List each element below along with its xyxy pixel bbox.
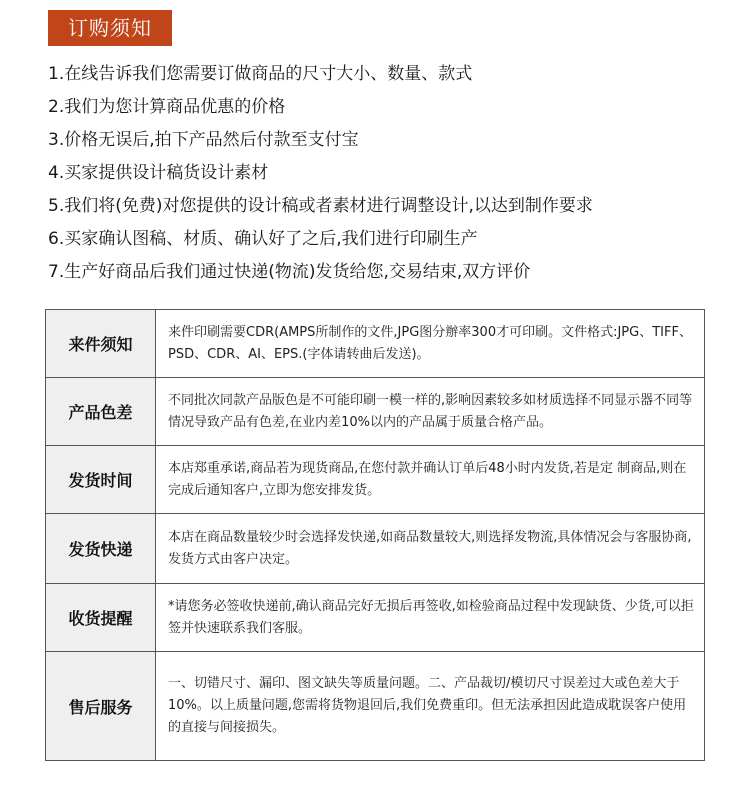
table-row-receipt-reminder [46,584,705,652]
row-label-after-sales: 售后服务 [46,652,156,761]
row-label-shipping-courier: 发货快递 [46,514,156,584]
table-row-color-difference [46,378,705,446]
order-step-6: 6.买家确认图稿、材质、确认好了之后,我们进行印刷生产 [48,229,478,249]
row-content-color-difference: 不同批次同款产品版色是不可能印刷一模一样的,影响因素较多如材质选择不同显示器不同等情况导致产品有色差,在业内差10%以内的产品属于质量合格产品。 [156,378,705,446]
order-steps-list [48,58,728,289]
order-step-7: 7.生产好商品后我们通过快递(物流)发货给您,交易结束,双方评价 [48,262,531,282]
row-content-receipt-reminder: *请您务必签收快递前,确认商品完好无损后再签收,如检验商品过程中发现缺货、少货,可以拒签并快速联系我们客服。 [156,584,705,652]
row-content-shipping-courier: 本店在商品数量较少时会选择发快递,如商品数量较大,则选择发物流,具体情况会与客服协商,发货方式由客户决定。 [156,514,705,584]
order-step-5: 5.我们将(免费)对您提供的设计稿或者素材进行调整设计,以达到制作要求 [48,196,593,216]
row-label-shipping-time: 发货时间 [46,446,156,514]
order-step-4: 4.买家提供设计稿货设计素材 [48,163,269,183]
row-label-color-difference: 产品色差 [46,378,156,446]
table-row-file-requirements [46,310,705,378]
row-label-file-requirements: 来件须知 [46,310,156,378]
order-step-3: 3.价格无误后,拍下产品然后付款至支付宝 [48,130,359,150]
notice-table [45,309,705,761]
table-row-shipping-time [46,446,705,514]
order-step-2: 2.我们为您计算商品优惠的价格 [48,97,286,117]
row-label-receipt-reminder: 收货提醒 [46,584,156,652]
section-title-banner: 订购须知 [48,10,172,46]
order-step-1: 1.在线告诉我们您需要订做商品的尺寸大小、数量、款式 [48,64,473,84]
row-content-shipping-time: 本店郑重承诺,商品若为现货商品,在您付款并确认订单后48小时内发货,若是定 制商品,则在完成后通知客户,立即为您安排发货。 [156,446,705,514]
table-row-shipping-courier [46,514,705,584]
row-content-after-sales: 一、切错尺寸、漏印、图文缺失等质量问题。二、产品裁切/模切尺寸误差过大或色差大于10%。以上质量问题,您需将货物退回后,我们免费重印。但无法承担因此造成耽误客户使用的直接与间接损失。 [156,652,705,761]
row-content-file-requirements: 来件印刷需要CDR(AMPS所制作的文件,JPG图分辦率300才可印刷。文件格式:JPG、TIFF、PSD、CDR、AI、EPS.(字体请转曲后发送)。 [156,310,705,378]
table-row-after-sales [46,652,705,761]
